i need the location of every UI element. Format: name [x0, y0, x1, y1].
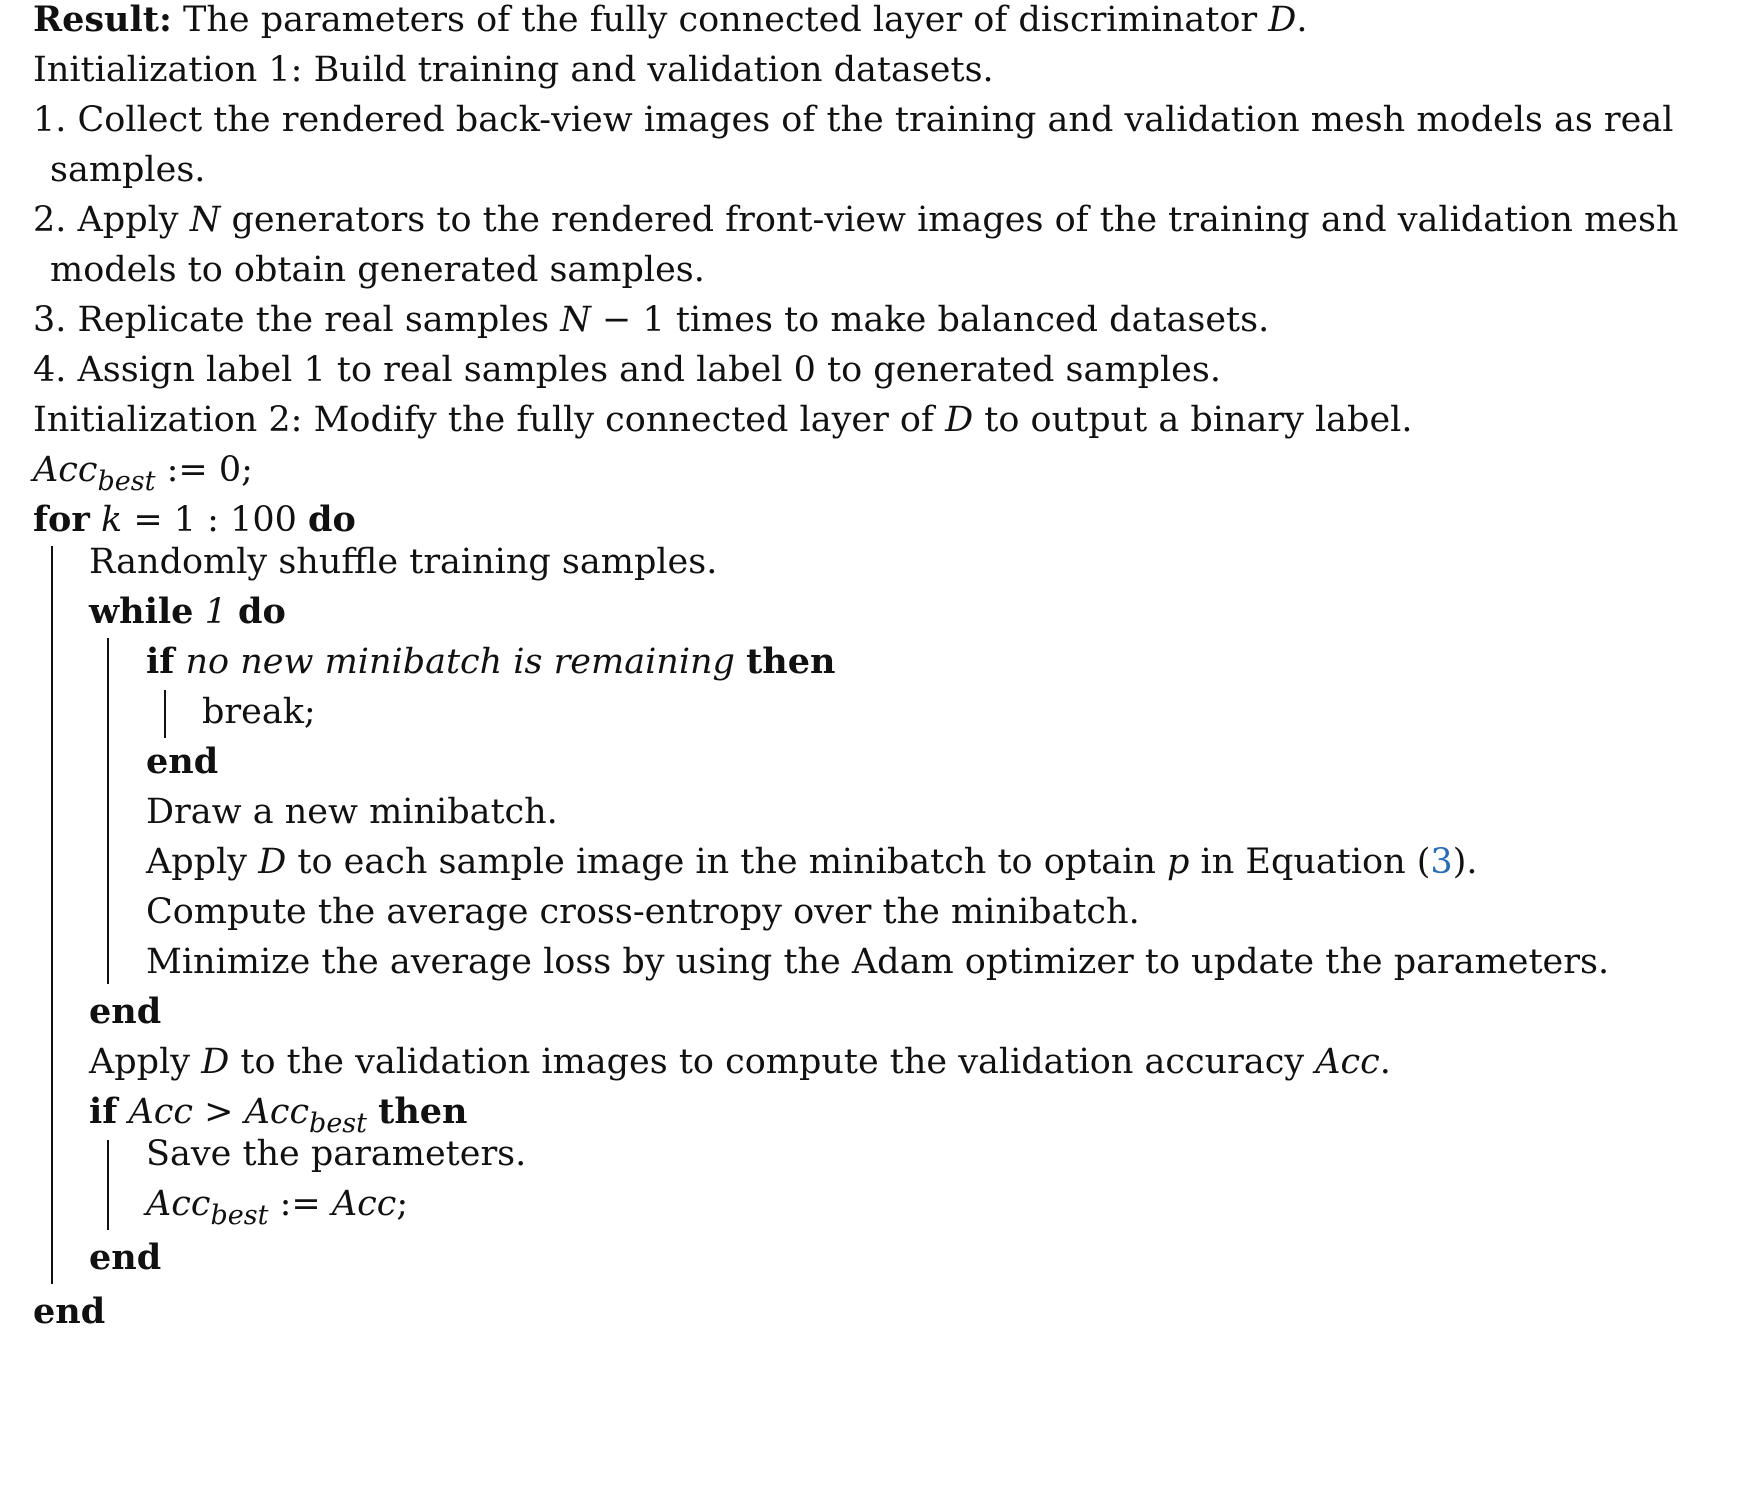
init1-line: Initialization 1: Build training and validation datasets.: [33, 50, 994, 90]
apply-var-d: D: [258, 842, 287, 882]
validate-mid: to the validation images to compute the validation accuracy: [229, 1042, 1316, 1082]
for-scope-bar: [51, 546, 53, 1284]
assign-line: [146, 1184, 409, 1231]
step1-line: 1. Collect the rendered back-view images of the training and validation mesh models as real: [33, 100, 1674, 140]
minimize-line: Minimize the average loss by using the Adam optimizer to update the parameters.: [146, 942, 1610, 982]
for-range: = 1 : 100: [122, 500, 309, 540]
validate-post: .: [1379, 1042, 1391, 1082]
draw-line: Draw a new minibatch.: [146, 792, 558, 832]
while-end-line: end: [89, 991, 162, 1032]
for-var: k: [100, 500, 123, 540]
init2-line: [33, 400, 1413, 440]
assign-sub: best: [210, 1200, 269, 1231]
validate-pre: Apply: [89, 1042, 202, 1082]
if-best-sub: best: [309, 1108, 368, 1139]
acc-init-line: [33, 450, 253, 497]
init2-post: to output a binary label.: [973, 400, 1413, 440]
step4-line: 4. Assign label 1 to real samples and label 0 to generated samples.: [33, 350, 1221, 390]
step2-line: [33, 200, 1678, 240]
assign-op: :=: [268, 1184, 332, 1224]
apply-close: ).: [1452, 842, 1478, 882]
result-text: The parameters of the fully connected layer of discriminator: [171, 0, 1269, 40]
init2-pre: Initialization 2: Modify the fully connected layer of: [33, 400, 946, 440]
equation-ref-link[interactable]: 3: [1430, 842, 1453, 882]
step2-pre: 2. Apply: [33, 200, 190, 240]
acc-init-sub: best: [97, 466, 156, 497]
if-best-var: Acc: [128, 1092, 193, 1132]
validate-var-acc: Acc: [1315, 1042, 1380, 1082]
step2-var: N: [189, 200, 221, 240]
for-end-line: end: [33, 1291, 106, 1332]
for-line: [33, 500, 356, 540]
apply-mid: to each sample image in the minibatch to optain: [286, 842, 1167, 882]
acc-init-rest: := 0;: [155, 450, 253, 490]
step3-line: [33, 300, 1269, 340]
validate-var-d: D: [201, 1042, 230, 1082]
if-keyword: if: [146, 641, 175, 682]
step3-pre: 3. Replicate the real samples: [33, 300, 561, 340]
shuffle-line: Randomly shuffle training samples.: [89, 542, 718, 582]
if-best-line: [89, 1091, 468, 1139]
while-do-keyword: do: [238, 591, 286, 632]
apply-line: [146, 842, 1477, 882]
if-scope-bar: [164, 690, 166, 738]
result-text-end: .: [1296, 0, 1308, 40]
while-cond: 1: [204, 592, 227, 632]
step1-line-cont: samples.: [50, 150, 206, 190]
result-var: D: [1268, 0, 1297, 40]
assign-rhs: Acc: [331, 1184, 397, 1224]
if-end-line: end: [146, 741, 219, 782]
while-line: [89, 592, 286, 632]
result-label: Result:: [33, 0, 172, 40]
init2-var: D: [945, 400, 974, 440]
assign-var: Acc: [146, 1184, 211, 1224]
acc-init-var: Acc: [33, 450, 98, 490]
if-best-keyword: if: [89, 1091, 118, 1132]
result-line: [33, 0, 1308, 40]
step2-line-cont: models to obtain generated samples.: [50, 250, 705, 290]
while-keyword: while: [89, 591, 194, 632]
compute-line: Compute the average cross-entropy over the minibatch.: [146, 892, 1140, 932]
for-keyword: for: [33, 499, 90, 540]
apply-pre: Apply: [146, 842, 259, 882]
if-best-var2: Acc: [244, 1092, 310, 1132]
break-line: break;: [202, 692, 316, 732]
while-scope-bar: [107, 638, 109, 984]
if-remaining-line: [146, 642, 835, 682]
step2-post: generators to the rendered front-view images of the training and validation mesh: [220, 200, 1679, 240]
validate-line: [89, 1042, 1391, 1082]
if-best-end-line: end: [89, 1237, 162, 1278]
apply-post: in Equation (: [1189, 842, 1431, 882]
for-do-keyword: do: [308, 499, 356, 540]
then-keyword: then: [746, 641, 836, 682]
if-best-op: >: [192, 1092, 245, 1132]
assign-end: ;: [396, 1184, 409, 1224]
if-best-then-keyword: then: [378, 1091, 468, 1132]
step3-post: − 1 times to make balanced datasets.: [590, 300, 1270, 340]
step3-var: N: [560, 300, 591, 340]
if-best-scope-bar: [107, 1140, 109, 1230]
apply-var-p: p: [1167, 842, 1190, 882]
if-cond: no new minibatch is remaining: [185, 642, 735, 682]
save-line: Save the parameters.: [146, 1134, 527, 1174]
